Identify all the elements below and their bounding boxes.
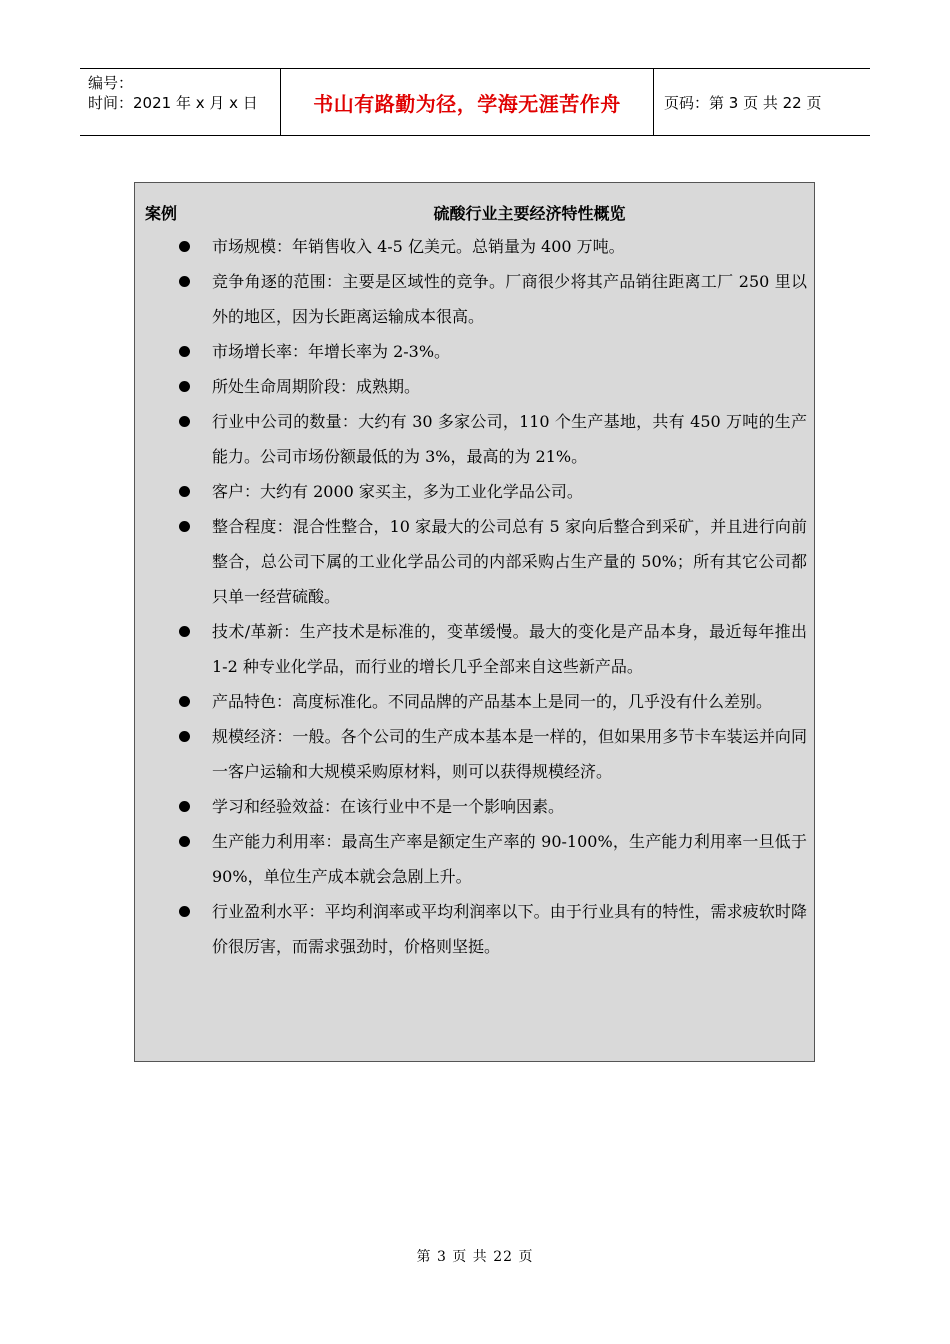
list-item-text: 市场增长率：年增长率为 2-3%。 <box>212 342 451 361</box>
case-title: 硫酸行业主要经济特性概览 <box>433 204 626 223</box>
list-item-text: 学习和经验效益：在该行业中不是一个影响因素。 <box>212 797 565 816</box>
list-item <box>175 404 807 474</box>
bullet-icon <box>179 626 190 637</box>
bullet-icon <box>179 801 190 812</box>
list-item <box>175 789 807 824</box>
bullet-icon <box>179 696 190 707</box>
case-bullet-list <box>175 229 807 964</box>
list-item <box>175 684 807 719</box>
list-item <box>175 369 807 404</box>
list-item <box>175 334 807 369</box>
document-date: 时间：2021 年 x 月 x 日 <box>88 94 258 112</box>
bullet-icon <box>179 416 190 427</box>
list-item-text: 整合程度：混合性整合，10 家最大的公司总有 5 家向后整合到采矿，并且进行向前整合，总公司下属的工业化学品公司的内部采购占生产量的 50%；所有其它公司都只单一经营硫酸。 <box>212 517 807 606</box>
list-item-text: 行业中公司的数量：大约有 30 多家公司，110 个生产基地，共有 450 万吨的生产能力。公司市场份额最低的为 3%，最高的为 21%。 <box>212 412 807 466</box>
list-item <box>175 509 807 614</box>
document-code-label: 编号： <box>88 74 134 92</box>
bullet-icon <box>179 346 190 357</box>
header-page-info: 页码：第 3 页 共 22 页 <box>664 93 822 112</box>
bullet-icon <box>179 836 190 847</box>
list-item-text: 生产能力利用率：最高生产率是额定生产率的 90-100%，生产能力利用率一旦低于 90%，单位生产成本就会急剧上升。 <box>212 832 807 886</box>
list-item <box>175 614 807 684</box>
case-label: 案例 <box>145 204 178 223</box>
list-item-text: 竞争角逐的范围：主要是区域性的竞争。厂商很少将其产品销往距离工厂 250 里以外的地区，因为长距离运输成本很高。 <box>212 272 807 326</box>
list-item-text: 产品特色：高度标准化。不同品牌的产品基本上是同一的，几乎没有什么差别。 <box>212 692 773 711</box>
page-footer: 第 3 页 共 22 页 <box>416 1249 534 1265</box>
bullet-icon <box>179 521 190 532</box>
case-box <box>134 182 815 1062</box>
bullet-icon <box>179 486 190 497</box>
bullet-icon <box>179 906 190 917</box>
list-item-text: 规模经济：一般。各个公司的生产成本基本是一样的，但如果用多节卡车装运并向同一客户运输和大规模采购原材料，则可以获得规模经济。 <box>212 727 807 781</box>
list-item-text: 所处生命周期阶段：成熟期。 <box>212 377 421 396</box>
bullet-icon <box>179 241 190 252</box>
list-item <box>175 264 807 334</box>
bullet-icon <box>179 731 190 742</box>
header-meta <box>80 69 281 135</box>
list-item <box>175 474 807 509</box>
list-item <box>175 894 807 964</box>
bullet-icon <box>179 381 190 392</box>
list-item-text: 客户：大约有 2000 家买主，多为工业化学品公司。 <box>212 482 583 501</box>
list-item-text: 行业盈利水平：平均利润率或平均利润率以下。由于行业具有的特性，需求疲软时降价很厉害，而需求强劲时，价格则坚挺。 <box>212 902 807 956</box>
list-item-text: 市场规模：年销售收入 4-5 亿美元。总销量为 400 万吨。 <box>212 237 625 256</box>
header-motto: 书山有路勤为径，学海无涯苦作舟 <box>281 69 654 135</box>
page-header <box>80 68 870 136</box>
bullet-icon <box>179 276 190 287</box>
list-item <box>175 719 807 789</box>
list-item <box>175 824 807 894</box>
list-item-text: 技术/革新：生产技术是标准的，变革缓慢。最大的变化是产品本身，最近每年推出 1-2 种专业化学品，而行业的增长几乎全部来自这些新产品。 <box>212 622 807 676</box>
list-item <box>175 229 807 264</box>
